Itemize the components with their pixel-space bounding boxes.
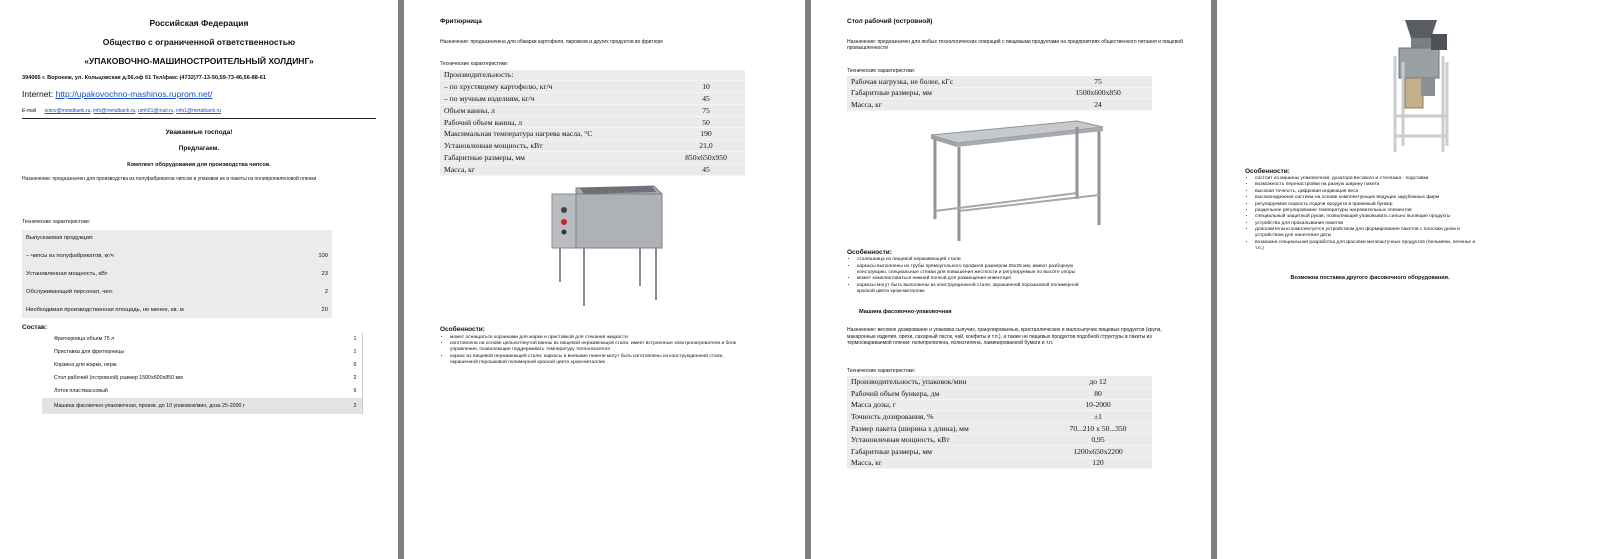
page-3 [811, 0, 1211, 559]
list-item: • дополнительно комплектуется устройством для формирования пакетов с плоским дном и устройством для нанесения даты [1255, 227, 1480, 240]
email-line: E-mail sotov@metalbank.ru, info@metalbank.ru, umh01@mail.ru, info1@metalbank.ru [22, 108, 222, 114]
list-item: • специальный защитный рукав, позволяющий упаковывать сильно пылящие продукты [1255, 214, 1480, 220]
fryer-spec-table [440, 70, 745, 176]
table-row: Машина фасовочно-упаковочная, произв. до 10 упаковок/мин, доза 25-2000 г 2 [42, 398, 362, 414]
internet-label: Internet: [22, 89, 54, 99]
table-row: Масса, кг 45 [440, 164, 745, 176]
table-row: – чипсы из полуфабрикатов, кг/ч 100 [26, 252, 328, 259]
header-divider [22, 118, 376, 119]
table-row: Масса, кг 24 [847, 99, 1152, 111]
table-row: Производительность: [440, 70, 745, 82]
page-1 [0, 0, 398, 559]
machine-purpose: Назначение: весовое дозирование и упаковка сыпучих, гранулированных, кристаллических и малосыпучих пищевых продуктов (крупа, макаронные изделия, орехи, сахарный песок, чай, конфеты и т.п.), а также не пищевых продуктов подобной структуры в пакеты из термосвариваемой пленки: полипропилена, полиэтилена, ламинированной бумаги и т.п. [847, 327, 1162, 346]
spec-title: Технические характеристики: [22, 218, 91, 225]
table-features-list [847, 257, 1082, 295]
machine-features-list [1245, 176, 1480, 253]
machine-features-title: Особенности: [1245, 168, 1290, 175]
offer-heading: Предлагаем. [178, 145, 220, 153]
work-table-image [927, 119, 1107, 243]
company-address: 394065 г. Воронеж, ул. Кольцовская д.56,оф 61 Тел/факс (4732)77-13-50,59-73-46,56-88-61 [22, 75, 266, 81]
table-row: Рабочий объем бункера, дм 80 [847, 388, 1152, 400]
table-row: Корзина для жарки, нерж. 6 [54, 362, 357, 369]
packing-machine-image [1385, 16, 1455, 154]
email-link-1[interactable]: sotov@metalbank.ru [44, 108, 91, 114]
table-spec-table [847, 76, 1152, 111]
page-2 [404, 0, 805, 559]
table-row: Рабочая нагрузка, не более, кГс 75 [847, 76, 1152, 88]
email-label: E-mail [22, 108, 37, 114]
spec-table [22, 230, 332, 318]
table-row: Выпускаемая продукция: [26, 234, 94, 241]
fryer-features-title: Особенности: [440, 325, 485, 333]
greeting: Уважаемые господа! [165, 129, 233, 137]
list-item: • каркас из пищевой нержавеющей стали; каркасы и внешние панели могут быть изготовлены из конструкционной стали, окрашенной порошковой полимерной краской цвета хром-металлик [450, 354, 750, 367]
machine-spec-title: Технические характеристики: [847, 368, 916, 375]
table-row: Установленная мощность, кВт 0,95 [847, 434, 1152, 446]
list-item: • высокая точность, цифровая индикация веса [1255, 189, 1480, 195]
table-row: Габаритные размеры, мм 1500х600х850 [847, 88, 1152, 100]
composition-title: Состав: [22, 323, 48, 331]
table-title: Стол рабочий (островной) [847, 18, 933, 25]
table-row: – по хрустящему картофелю, кг/ч 10 [440, 81, 745, 93]
list-item: • изготовлена на основе цельнотянутой ванны из пищевой нержавеющей стали, имеет встроенные электронагреватели и блок управления, позволяющие поддерживать температуру теплоносителя [450, 341, 750, 354]
machine-title: Машина фасовочно-упаковочная [859, 309, 952, 316]
table-row: Точность дозирования, % ±1 [847, 411, 1152, 423]
internet-line [22, 89, 376, 99]
fryer-spec-title: Технические характеристики: [440, 61, 509, 68]
composition-table [42, 333, 363, 414]
fryer-image [544, 182, 674, 312]
table-row: Производительность, упаковок/мин до 12 [847, 376, 1152, 388]
email-link-4[interactable]: info1@metalbank.ru [176, 108, 222, 114]
list-item: • состоит из машины упаковочной, дозатора весового и стеллажа - подставки [1255, 176, 1480, 182]
email-link-3[interactable]: umh01@mail.ru [138, 108, 174, 114]
list-item: • регулируемая скорость подачи продукта в приемный бункер [1255, 202, 1480, 208]
table-row: Необходимая производственная площадь, не менее, кв. м 20 [26, 306, 328, 313]
list-item: • столешница из пищевой нержавеющей стали [857, 257, 1082, 263]
machine-spec-table [847, 376, 1152, 469]
list-item: • высоконадежная система на основе комплектующих ведущих зарубежных фирм [1255, 195, 1480, 201]
table-row: Масса дозы, г 10-2000 [847, 400, 1152, 412]
table-row: Стол рабочий (островной) размер 1500х600х850 мм 2 [54, 375, 357, 382]
table-row: Размер пакета (ширина х длина), мм 70...210 х 50...350 [847, 423, 1152, 435]
table-spec-title: Технические характеристики: [847, 67, 916, 74]
list-item: • каркасы могут быть выполнены из конструкционной стали, окрашенной порошковой полимерной краской цвета хром-металлик [857, 283, 1082, 296]
list-item: • раздельное регулирование температуры нагревательных элементов [1255, 208, 1480, 214]
table-row: Габаритные размеры, мм 1200х650х2200 [847, 446, 1152, 458]
page-4 [1217, 0, 1612, 559]
list-item: • устройство для прокалывания пакетов [1255, 221, 1480, 227]
company-type: Общество с ограниченной ответственностью [102, 37, 296, 47]
website-link[interactable]: http://upakovochno-mashinos.ruprom.net/ [55, 89, 213, 99]
table-row: – по мучным изделиям, кг/ч 45 [440, 93, 745, 105]
fryer-purpose: Назначение: предназначена для обжарки картофеля, пирожков и других продуктов во фритюре [440, 39, 664, 45]
fryer-title: Фритюрница [440, 18, 482, 25]
table-row: Фритюрница объем 75 л 1 [54, 336, 357, 343]
supply-note: Возможна поставка другого фасовочного оборудования. [1290, 274, 1450, 281]
list-item: • может оснащаться корзинами для жарки и приставкой для стекания жидкости [450, 335, 750, 341]
company-name: «УПАКОВОЧНО-МАШИНОСТРОИТЕЛЬНЫЙ ХОЛДИНГ» [84, 56, 314, 66]
list-item: • возможность перенастройки на разную ширину пакета [1255, 182, 1480, 188]
table-row: Масса, кг 120 [847, 458, 1152, 470]
table-row: Приставка для фритюрницы 1 [54, 349, 357, 356]
list-item: • возможна специальная разработка для фасовки мелкоштучных продуктов (пельмени, печенье и т.п.) [1255, 240, 1480, 253]
table-features-title: Особенности: [847, 249, 892, 257]
table-row: Рабочий объем ванны, л 50 [440, 117, 745, 129]
table-row: Обслуживающий персонал, чел. 2 [26, 288, 328, 295]
country-heading: Российская Федерация [149, 18, 249, 28]
list-item: • каркасы выполнены из трубы прямоугольного профиля размером 25х25 мм, имеют разборную конструкцию, специальные стяжки для повышения жесткости и регулируемые по высоте опоры [857, 264, 1082, 277]
table-row: Габаритные размеры, мм 850х650х950 [440, 152, 745, 164]
table-row: Объем ванны, л 75 [440, 105, 745, 117]
fryer-features-list [440, 335, 750, 367]
table-row: Установленная мощность, кВт 21,0 [440, 140, 745, 152]
list-item: • может комплектоваться нижней полкой для размещения инвентаря [857, 276, 1082, 282]
table-row: Лоток пластмассовый 6 [54, 388, 357, 395]
table-row: Максимальная температура нагрева масла, °С 190 [440, 128, 745, 140]
email-link-2[interactable]: info@metalbank.ru [93, 108, 136, 114]
table-row: Установленная мощность, кВт 23 [26, 270, 328, 277]
kit-purpose: Назначение: предназначен для производства из полуфабрикатов чипсов и упаковки их в пакеты из полипропиленовой пленки [22, 176, 317, 183]
kit-title: Комплект оборудования для производства чипсов. [127, 162, 271, 169]
table-purpose: Назначение: предназначен для любых технологических операций с пищевыми продуктами на предприятиях общественного питания и пищевой промышленности [847, 39, 1183, 52]
